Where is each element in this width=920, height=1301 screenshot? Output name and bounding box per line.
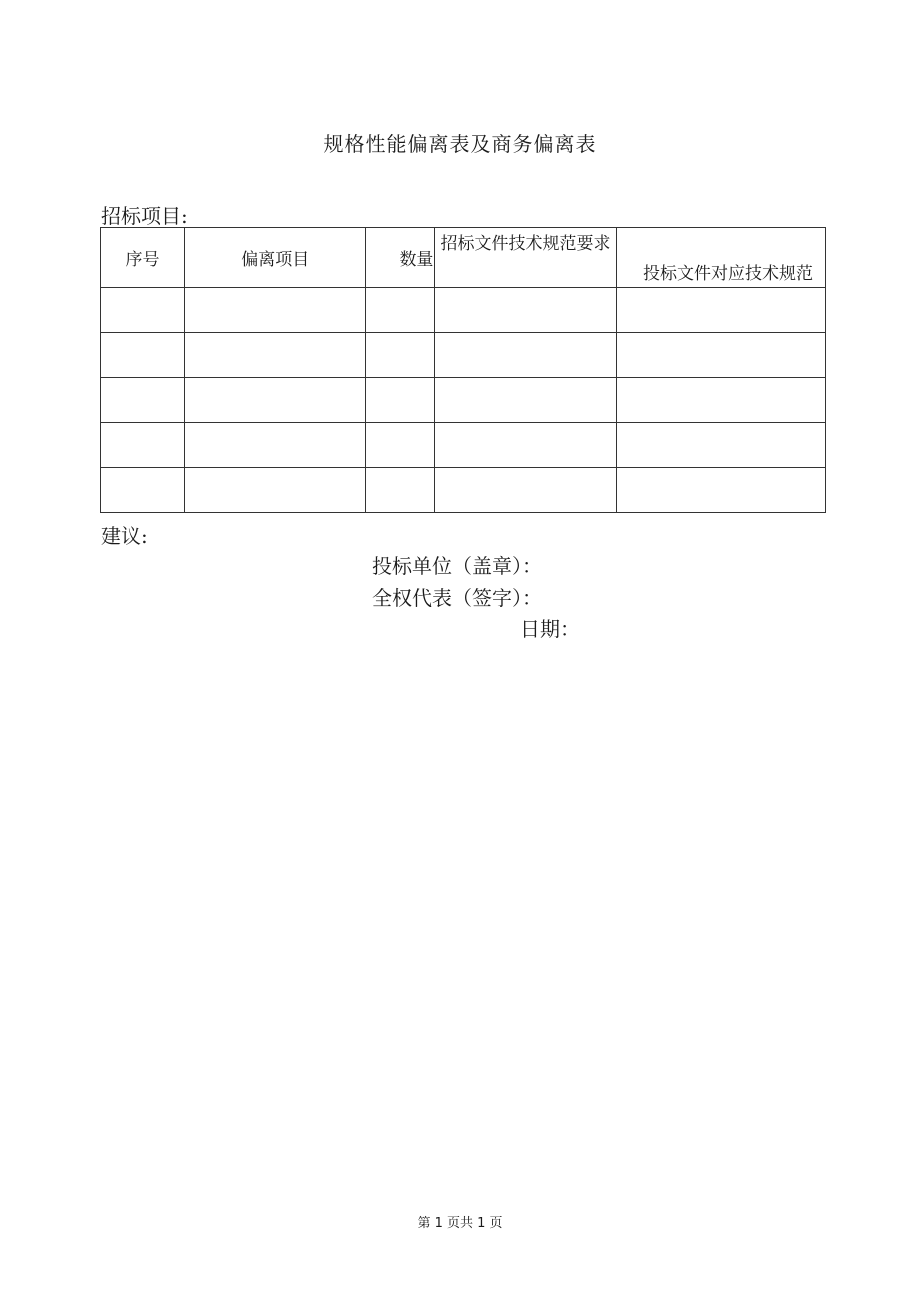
table-cell	[185, 288, 366, 333]
table-row	[101, 288, 826, 333]
bidder-unit-label: 投标单位（盖章）：	[372, 554, 542, 578]
table-cell	[185, 333, 366, 378]
table-cell	[366, 378, 435, 423]
table-cell	[366, 468, 435, 513]
table-cell	[101, 333, 185, 378]
document-title: 规格性能偏离表及商务偏离表	[323, 132, 597, 156]
header-tender-requirement: 招标文件技术规范要求	[435, 228, 616, 288]
header-bid-specification: 投标文件对应技术规范	[616, 228, 825, 288]
table-cell	[435, 333, 616, 378]
table-cell	[616, 378, 825, 423]
table-cell	[616, 423, 825, 468]
table-cell	[101, 468, 185, 513]
project-label: 招标项目:	[101, 204, 188, 228]
table-row	[101, 378, 826, 423]
header-serial-number: 序号	[101, 228, 185, 288]
suggestion-label: 建议:	[101, 524, 148, 548]
header-deviation-item: 偏离项目	[185, 228, 366, 288]
table-cell	[185, 378, 366, 423]
table-row	[101, 423, 826, 468]
table-cell	[101, 423, 185, 468]
table-row	[101, 468, 826, 513]
table-cell	[435, 288, 616, 333]
table-cell	[366, 423, 435, 468]
table-row	[101, 333, 826, 378]
header-quantity: 数量	[366, 228, 435, 288]
table-cell	[101, 288, 185, 333]
table-cell	[435, 378, 616, 423]
table-cell	[435, 468, 616, 513]
deviation-table	[100, 227, 826, 513]
date-label: 日期：	[520, 617, 580, 641]
table-cell	[185, 468, 366, 513]
table-cell	[616, 333, 825, 378]
table-header-row	[101, 228, 826, 288]
table-cell	[616, 468, 825, 513]
authorized-representative-label: 全权代表（签字）：	[372, 586, 542, 610]
table-cell	[616, 288, 825, 333]
table-cell	[435, 423, 616, 468]
table-cell	[185, 423, 366, 468]
table-cell	[366, 288, 435, 333]
page-footer: 第 1 页共 1 页	[417, 1216, 503, 1231]
table-cell	[101, 378, 185, 423]
table-cell	[366, 333, 435, 378]
